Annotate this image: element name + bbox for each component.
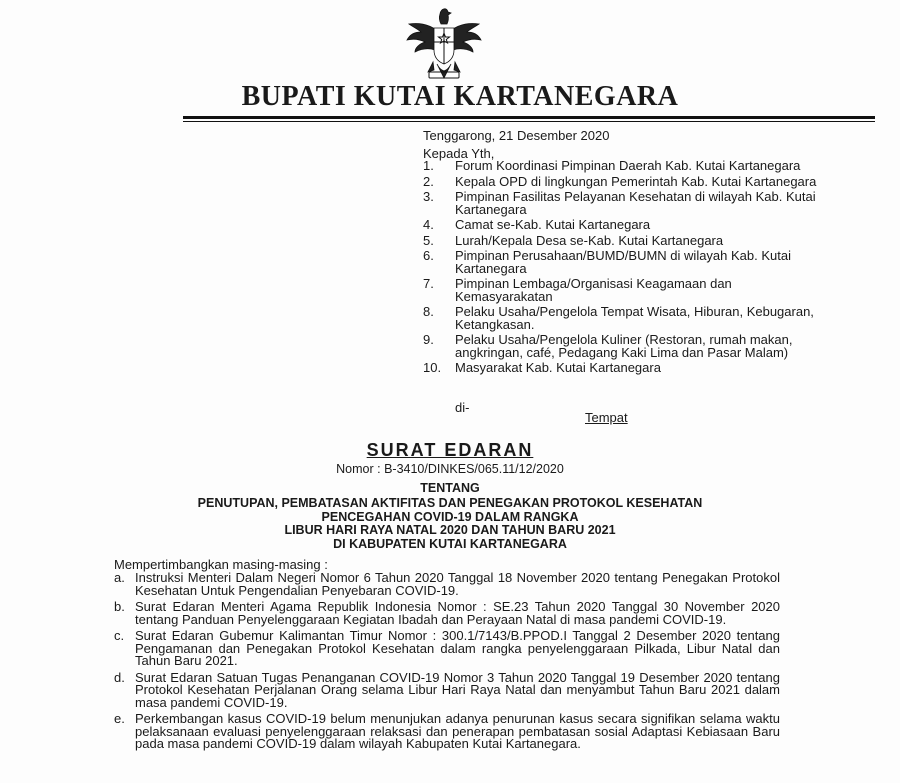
list-item	[423, 278, 823, 303]
circular-title-text: SURAT EDARAN	[366, 440, 534, 460]
consideration-list	[114, 572, 780, 755]
list-item-number: 5.	[423, 232, 434, 248]
list-item-text: Surat Edaran Menteri Agama Republik Indonesia Nomor : SE.23 Tahun 2020 Tanggal 30 November 2020 tentang Panduan Penyelenggaraan Kegiatan Ibadah dan Perayaan Natal di masa pandemi COVID-19.	[135, 599, 780, 627]
list-item	[114, 713, 780, 751]
letterhead-rule-thick	[183, 116, 875, 119]
circular-subject	[80, 497, 820, 551]
garuda-emblem-icon	[403, 4, 485, 84]
list-item-letter: a.	[114, 570, 125, 585]
list-item-text: Instruksi Menteri Dalam Negeri Nomor 6 Tahun 2020 Tanggal 18 November 2020 tentang Penegakan Protokol Kesehatan Untuk Pengendalian Penyebaran COVID-19.	[135, 570, 780, 598]
list-item-text: Camat se-Kab. Kutai Kartanegara	[455, 217, 651, 232]
recipient-label: Kepada Yth,	[423, 146, 495, 161]
list-item	[423, 250, 823, 275]
list-item	[423, 306, 823, 331]
list-item-text: Perkembangan kasus COVID-19 belum menunjukan adanya penurunan kasus secara signifikan selama waktu pelaksanaan evaluasi penyelenggaraan relaksasi dan penerapan pembatasan sosial Adaptasi Kebiasaan Baru pada masa pandemi COVID-19 dalam wilayah Kabupaten Kutai Kartanegara.	[135, 711, 780, 751]
address-at-label: di-	[455, 400, 470, 415]
list-item-letter: e.	[114, 711, 125, 726]
list-item-text: Pelaku Usaha/Pengelola Tempat Wisata, Hiburan, Kebugaran, Ketangkasan.	[455, 304, 814, 332]
address-place: Tempat	[585, 410, 628, 425]
list-item-text: Forum Koordinasi Pimpinan Daerah Kab. Kutai Kartanegara	[455, 158, 801, 173]
list-item-number: 6.	[423, 248, 434, 263]
letter-date: Tenggarong, 21 Desember 2020	[423, 128, 610, 143]
subject-line: DI KABUPATEN KUTAI KARTANEGARA	[333, 536, 567, 551]
list-item	[114, 630, 780, 668]
list-item-letter: c.	[114, 628, 125, 643]
list-item	[114, 572, 780, 597]
subject-line: LIBUR HARI RAYA NATAL 2020 DAN TAHUN BARU 2021	[284, 523, 616, 537]
subject-line: PENUTUPAN, PEMBATASAN AKTIFITAS DAN PENEGAKAN PROTOKOL KESEHATAN	[197, 496, 703, 510]
list-item-text: Pimpinan Fasilitas Pelayanan Kesehatan di wilayah Kab. Kutai Kartanegara	[455, 189, 816, 217]
letterhead-rule-thin	[183, 121, 875, 122]
list-item-letter: d.	[114, 669, 125, 685]
list-item-text: Surat Edaran Gubemur Kalimantan Timur Nomor : 300.1/7143/B.PPOD.I Tanggal 2 Desember 2020 tentang Pengamanan dan Penegakan Protokol Kesehatan dalam rangka penyelenggaraan Pilkada, Libur Natal dan Tahun Baru 2021.	[135, 628, 780, 668]
list-item	[423, 191, 823, 216]
list-item	[423, 160, 823, 173]
list-item	[423, 173, 823, 189]
list-item-text: Masyarakat Kab. Kutai Kartanegara	[455, 360, 661, 375]
list-item	[423, 334, 823, 359]
list-item	[114, 669, 780, 710]
circular-title	[0, 440, 900, 461]
list-item	[423, 362, 823, 375]
list-item	[114, 601, 780, 626]
about-label: TENTANG	[420, 481, 480, 495]
list-item-letter: b.	[114, 599, 125, 614]
list-item-text: Pelaku Usaha/Pengelola Kuliner (Restoran, rumah makan, angkringan, café, Pedagang Kaki Lima dan Pasar Malam)	[455, 332, 793, 360]
list-item-number: 3.	[423, 189, 434, 204]
list-item-number: 1.	[423, 158, 434, 173]
considering-label: Mempertimbangkan masing-masing :	[114, 557, 328, 572]
list-item-text: Pimpinan Lembaga/Organisasi Keagamaan dan Kemasyarakatan	[455, 276, 732, 304]
list-item-number: 10.	[423, 360, 442, 375]
list-item-number: 2.	[423, 173, 434, 189]
list-item-number: 8.	[423, 304, 434, 319]
list-item-number: 4.	[423, 217, 434, 232]
list-item-text: Pimpinan Perusahaan/BUMD/BUMN di wilayah Kab. Kutai Kartanegara	[455, 248, 791, 276]
list-item-number: 7.	[423, 276, 434, 291]
list-item-number: 9.	[423, 332, 434, 347]
list-item	[423, 219, 823, 232]
circular-number: Nomor : B-3410/DINKES/065.11/12/2020	[336, 462, 564, 476]
list-item	[423, 232, 823, 248]
list-item-text: Surat Edaran Satuan Tugas Penanganan COVID-19 Nomor 3 Tahun 2020 Tanggal 19 Desember 2020 tentang Protokol Kesehatan Perjalanan Orang selama Libur Hari Raya Natal dan menyambut Tahun Baru 2021 dalam masa pandemi COVID-19.	[135, 669, 780, 710]
subject-line: PENCEGAHAN COVID-19 DALAM RANGKA	[321, 509, 579, 524]
list-item-text: Lurah/Kepala Desa se-Kab. Kutai Kartanegara	[455, 232, 724, 248]
letterhead-title: BUPATI KUTAI KARTANEGARA	[241, 81, 679, 112]
list-item-text: Kepala OPD di lingkungan Pemerintah Kab. Kutai Kartanegara	[455, 173, 817, 189]
recipient-list	[423, 160, 823, 378]
